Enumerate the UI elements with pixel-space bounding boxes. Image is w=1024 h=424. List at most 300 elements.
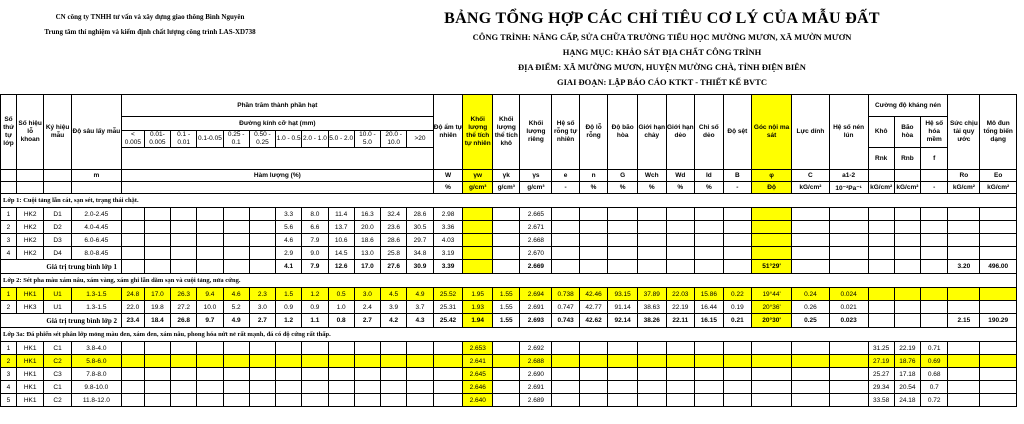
table-cell xyxy=(752,234,792,247)
table-cell xyxy=(463,234,493,247)
bearing-symbol: Ro xyxy=(948,170,980,182)
table-cell xyxy=(980,381,1017,394)
prop-unit: - xyxy=(552,182,579,194)
table-cell xyxy=(328,368,354,381)
table-cell xyxy=(752,247,792,260)
table-cell: 2 xyxy=(1,301,17,314)
table-cell: 2.98 xyxy=(433,208,463,221)
strength-unit: kG/cm² xyxy=(868,182,894,194)
table-cell: 24.8 xyxy=(121,288,144,301)
prop-symbol: Wd xyxy=(666,170,695,182)
table-cell xyxy=(829,247,868,260)
table-cell: 26.3 xyxy=(171,288,197,301)
summary-cell xyxy=(493,260,520,274)
summary-label: Giá trị trung bình lớp 2 xyxy=(1,314,122,328)
prop-unit: % xyxy=(638,182,667,194)
prop-unit: % xyxy=(579,182,608,194)
summary-cell xyxy=(552,260,579,274)
grain-bin-header: < 0.005 xyxy=(121,131,144,148)
table-cell xyxy=(493,355,520,368)
table-row xyxy=(1,247,1017,260)
table-cell xyxy=(493,208,520,221)
table-cell xyxy=(666,234,695,247)
table-cell: 2.653 xyxy=(463,342,493,355)
summary-cell: 496.00 xyxy=(980,260,1017,274)
grain-bin-header: >20 xyxy=(407,131,433,148)
table-cell: 10.6 xyxy=(328,234,354,247)
table-cell xyxy=(579,342,608,355)
table-cell: 0.26 xyxy=(792,301,830,314)
table-cell: 22.19 xyxy=(666,301,695,314)
prop-symbol: γk xyxy=(493,170,520,182)
table-cell xyxy=(249,221,275,234)
table-cell xyxy=(868,301,894,314)
lab-name: Trung tâm thí nghiệm và kiểm định chất lượng công trình LAS-XD738 xyxy=(44,28,256,36)
table-cell xyxy=(608,247,638,260)
table-cell xyxy=(249,247,275,260)
col-hole: Số hiệu lỗ khoan xyxy=(16,95,43,170)
table-cell xyxy=(433,394,463,407)
table-cell xyxy=(249,234,275,247)
table-cell xyxy=(608,368,638,381)
table-cell xyxy=(723,234,752,247)
table-cell xyxy=(608,221,638,234)
table-cell: 2.671 xyxy=(520,221,552,234)
table-cell: 42.46 xyxy=(579,288,608,301)
prop-unit: % xyxy=(608,182,638,194)
table-cell: 9.8-10.0 xyxy=(71,381,121,394)
summary-cell: 1.1 xyxy=(302,314,328,328)
table-cell xyxy=(223,355,249,368)
table-cell: 3 xyxy=(1,368,17,381)
layer-title: Lớp 3a: Đá phiến sét phân lớp mỏng màu đen, xám đen, xám nâu, phong hóa nứt nẻ rất mạnh, đá có độ cứng rất thấp. xyxy=(1,328,1017,342)
table-cell: 3.19 xyxy=(433,247,463,260)
prop-unit: % xyxy=(695,182,724,194)
table-cell: U1 xyxy=(44,301,71,314)
bearing-unit: kG/cm² xyxy=(948,182,980,194)
table-cell xyxy=(752,208,792,221)
summary-cell xyxy=(579,260,608,274)
summary-cell: 23.4 xyxy=(121,314,144,328)
table-cell: 0.021 xyxy=(829,301,868,314)
table-cell: 13.0 xyxy=(354,247,380,260)
table-cell: 2.3 xyxy=(249,288,275,301)
table-body xyxy=(1,95,1017,407)
prop-symbol: e xyxy=(552,170,579,182)
prop-header: Hệ số rỗng tự nhiên xyxy=(552,95,579,170)
prop-unit: % xyxy=(666,182,695,194)
table-cell xyxy=(121,355,144,368)
summary-cell: 190.29 xyxy=(980,314,1017,328)
grain-unit-spacer xyxy=(121,182,433,194)
prop-header: Lực dính xyxy=(792,95,830,170)
table-row xyxy=(1,288,1017,301)
prop-symbol: Wch xyxy=(638,170,667,182)
col-depth: Độ sâu lấy mẫu xyxy=(71,95,121,170)
header-row-1 xyxy=(1,95,1017,117)
table-cell: 13.7 xyxy=(328,221,354,234)
table-cell xyxy=(381,394,407,407)
table-cell xyxy=(829,368,868,381)
table-cell xyxy=(948,301,980,314)
table-cell: 10.0 xyxy=(197,301,223,314)
table-cell xyxy=(723,368,752,381)
table-cell xyxy=(638,381,667,394)
table-cell: 3.0 xyxy=(249,301,275,314)
grain-bin-header: 5.0 - 2.0 xyxy=(328,131,354,148)
table-cell xyxy=(948,381,980,394)
table-cell xyxy=(328,342,354,355)
table-cell xyxy=(493,221,520,234)
table-cell xyxy=(171,368,197,381)
table-cell: D1 xyxy=(44,208,71,221)
table-cell: HK2 xyxy=(16,208,43,221)
grain-bin-header: 20.0 - 10.0 xyxy=(381,131,407,148)
table-cell: 8.0 xyxy=(302,208,328,221)
table-cell: C3 xyxy=(44,368,71,381)
prop-header: Độ ẩm tự nhiên xyxy=(433,95,463,170)
table-cell xyxy=(695,368,724,381)
prop-header: Khối lượng riêng xyxy=(520,95,552,170)
table-cell xyxy=(354,381,380,394)
table-cell xyxy=(752,221,792,234)
summary-cell xyxy=(608,260,638,274)
table-cell xyxy=(223,208,249,221)
table-cell: 2.691 xyxy=(520,381,552,394)
table-cell xyxy=(921,288,948,301)
summary-cell xyxy=(792,260,830,274)
table-cell: 2.688 xyxy=(520,355,552,368)
table-cell xyxy=(894,221,920,234)
table-cell xyxy=(980,234,1017,247)
table-cell: 2.670 xyxy=(520,247,552,260)
table-cell: C2 xyxy=(44,355,71,368)
table-cell: 16.44 xyxy=(695,301,724,314)
table-cell: HK1 xyxy=(16,288,43,301)
table-cell: 0.69 xyxy=(921,355,948,368)
table-cell: 23.6 xyxy=(381,221,407,234)
table-cell: 1.5 xyxy=(276,288,302,301)
table-cell: 2.689 xyxy=(520,394,552,407)
item-line: HẠNG MỤC: KHẢO SÁT ĐỊA CHẤT CÔNG TRÌNH xyxy=(562,47,762,57)
table-cell xyxy=(144,342,170,355)
table-cell xyxy=(921,234,948,247)
table-cell xyxy=(552,234,579,247)
table-cell xyxy=(433,368,463,381)
summary-cell: 2.15 xyxy=(948,314,980,328)
summary-cell: 7.9 xyxy=(302,260,328,274)
table-row xyxy=(1,234,1017,247)
table-cell xyxy=(197,381,223,394)
summary-cell: 0.25 xyxy=(792,314,830,328)
table-cell xyxy=(868,288,894,301)
summary-cell: 0.023 xyxy=(829,314,868,328)
table-cell: 0.5 xyxy=(328,288,354,301)
table-cell xyxy=(144,368,170,381)
table-cell: 29.7 xyxy=(407,234,433,247)
table-cell xyxy=(552,247,579,260)
table-cell: D4 xyxy=(44,247,71,260)
table-cell xyxy=(921,208,948,221)
table-cell xyxy=(463,221,493,234)
summary-cell: 22.11 xyxy=(666,314,695,328)
table-cell xyxy=(948,247,980,260)
table-cell xyxy=(552,381,579,394)
summary-cell: 18.4 xyxy=(144,314,170,328)
prop-header: Giới hạn dẻo xyxy=(666,95,695,170)
table-cell: 1.55 xyxy=(493,301,520,314)
table-cell xyxy=(276,368,302,381)
table-cell xyxy=(638,221,667,234)
table-cell: HK3 xyxy=(16,301,43,314)
table-cell: 19°44' xyxy=(752,288,792,301)
table-cell xyxy=(463,247,493,260)
report-header xyxy=(300,8,1024,90)
strength-unit: - xyxy=(921,182,948,194)
summary-cell: 26.8 xyxy=(171,314,197,328)
table-cell: 1.95 xyxy=(463,288,493,301)
table-cell xyxy=(980,208,1017,221)
prop-unit: g/cm³ xyxy=(463,182,493,194)
grain-bin-header: 2.0 - 1.0 xyxy=(302,131,328,148)
table-cell xyxy=(171,208,197,221)
prop-symbol: B xyxy=(723,170,752,182)
summary-cell: 2.669 xyxy=(520,260,552,274)
project-line: CÔNG TRÌNH: NÂNG CẤP, SỬA CHỮA TRƯỜNG TIỂU HỌC MƯỜNG MƯƠN, XÃ MƯỜN MƯƠN xyxy=(472,32,852,42)
table-cell xyxy=(276,381,302,394)
table-cell xyxy=(894,247,920,260)
strength-soft-header: Hệ số hóa mềm xyxy=(921,117,948,148)
table-cell xyxy=(829,381,868,394)
table-cell xyxy=(608,342,638,355)
table-cell: 34.8 xyxy=(407,247,433,260)
table-cell: 1.3-1.5 xyxy=(71,288,121,301)
table-cell xyxy=(980,247,1017,260)
table-cell: 24.18 xyxy=(894,394,920,407)
strength-unit: kG/cm² xyxy=(894,182,920,194)
table-cell: 38.63 xyxy=(638,301,667,314)
table-cell xyxy=(171,381,197,394)
table-cell xyxy=(328,381,354,394)
table-cell xyxy=(552,221,579,234)
table-cell xyxy=(433,355,463,368)
table-cell xyxy=(354,355,380,368)
prop-symbol: a1-2 xyxy=(829,170,868,182)
prop-unit: g/cm³ xyxy=(520,182,552,194)
table-cell: 0.9 xyxy=(276,301,302,314)
strength-sym: Rnk xyxy=(868,148,894,170)
table-cell: 6.0-6.45 xyxy=(71,234,121,247)
table-cell xyxy=(638,234,667,247)
grain-bin-header: 0.1 - 0.01 xyxy=(171,131,197,148)
table-cell xyxy=(792,342,830,355)
table-cell xyxy=(197,221,223,234)
table-row xyxy=(1,381,1017,394)
summary-cell: 4.9 xyxy=(223,314,249,328)
table-cell xyxy=(407,342,433,355)
table-cell xyxy=(552,394,579,407)
table-cell xyxy=(381,381,407,394)
col-stt: Số thứ tự lớp xyxy=(1,95,17,170)
table-cell: 3.7 xyxy=(407,301,433,314)
table-cell: 2.694 xyxy=(520,288,552,301)
table-cell: 8.0-8.45 xyxy=(71,247,121,260)
table-cell xyxy=(638,394,667,407)
table-cell: 0.71 xyxy=(921,342,948,355)
table-cell xyxy=(493,247,520,260)
table-cell xyxy=(723,208,752,221)
table-cell xyxy=(980,221,1017,234)
table-cell xyxy=(171,221,197,234)
table-cell xyxy=(608,381,638,394)
table-cell xyxy=(829,221,868,234)
table-cell xyxy=(921,247,948,260)
table-cell xyxy=(752,355,792,368)
table-cell xyxy=(723,342,752,355)
table-cell xyxy=(249,394,275,407)
table-cell xyxy=(381,355,407,368)
table-cell: 0.747 xyxy=(552,301,579,314)
table-cell xyxy=(638,342,667,355)
summary-cell xyxy=(666,260,695,274)
table-cell xyxy=(980,355,1017,368)
table-cell xyxy=(144,208,170,221)
table-cell xyxy=(223,342,249,355)
unit-cell xyxy=(44,182,71,194)
table-cell xyxy=(121,368,144,381)
summary-cell: 25.42 xyxy=(433,314,463,328)
table-cell: 0.68 xyxy=(921,368,948,381)
table-cell xyxy=(433,342,463,355)
table-cell xyxy=(249,355,275,368)
prop-header: Giới hạn chảy xyxy=(638,95,667,170)
table-cell: 25.52 xyxy=(433,288,463,301)
grain-group-header: Phần trăm thành phần hạt xyxy=(121,95,433,117)
table-cell: 1 xyxy=(1,288,17,301)
table-cell: 5 xyxy=(1,394,17,407)
table-cell xyxy=(223,221,249,234)
table-cell xyxy=(723,247,752,260)
table-cell: HK1 xyxy=(16,342,43,355)
prop-unit: 10⁻²Pa⁻¹ xyxy=(829,182,868,194)
summary-cell: 0.743 xyxy=(552,314,579,328)
summary-cell: 30.9 xyxy=(407,260,433,274)
table-cell: 4.6 xyxy=(276,234,302,247)
summary-cell: 27.6 xyxy=(381,260,407,274)
prop-header: Độ bão hòa xyxy=(608,95,638,170)
bearing-header: Sức chịu tải quy ước xyxy=(948,95,980,170)
summary-cell: 51°29' xyxy=(752,260,792,274)
layer-title-row xyxy=(1,328,1017,342)
table-cell xyxy=(579,221,608,234)
table-cell xyxy=(197,394,223,407)
table-cell: 2.9 xyxy=(276,247,302,260)
table-cell: 91.14 xyxy=(608,301,638,314)
table-cell: 1 xyxy=(1,208,17,221)
table-cell xyxy=(948,394,980,407)
table-cell: 1.0 xyxy=(328,301,354,314)
summary-cell xyxy=(249,260,275,274)
table-cell xyxy=(579,381,608,394)
summary-cell: 2.7 xyxy=(249,314,275,328)
strength-dry-header: Khô xyxy=(868,117,894,148)
prop-header: Góc nội ma sát xyxy=(752,95,792,170)
table-cell xyxy=(171,247,197,260)
table-cell xyxy=(752,342,792,355)
table-cell xyxy=(723,355,752,368)
table-cell: 14.5 xyxy=(328,247,354,260)
table-cell xyxy=(868,234,894,247)
table-cell: U1 xyxy=(44,288,71,301)
table-cell xyxy=(695,221,724,234)
summary-cell xyxy=(197,260,223,274)
summary-cell: 42.62 xyxy=(579,314,608,328)
table-cell: HK1 xyxy=(16,355,43,368)
strength-sym: Rnb xyxy=(894,148,920,170)
table-cell xyxy=(144,221,170,234)
table-cell: 0.024 xyxy=(829,288,868,301)
table-cell xyxy=(121,394,144,407)
summary-cell: 1.94 xyxy=(463,314,493,328)
prop-header: Khối lượng thể tích khô xyxy=(493,95,520,170)
table-cell: HK2 xyxy=(16,247,43,260)
unit-row xyxy=(1,182,1017,194)
table-cell xyxy=(223,394,249,407)
table-cell xyxy=(121,221,144,234)
table-cell: C1 xyxy=(44,381,71,394)
table-cell: 11.4 xyxy=(328,208,354,221)
table-cell: 1.3-1.5 xyxy=(71,301,121,314)
grain-bin-header: 0.25 - 0.1 xyxy=(223,131,249,148)
location-line: ĐỊA ĐIỂM: XÃ MƯỜNG MƯƠN, HUYỆN MƯỜNG CHÀ, TỈNH ĐIỆN BIÊN xyxy=(518,62,806,72)
table-cell xyxy=(638,355,667,368)
table-cell xyxy=(752,394,792,407)
summary-cell: 92.14 xyxy=(608,314,638,328)
table-row xyxy=(1,342,1017,355)
summary-cell xyxy=(921,260,948,274)
strength-symbol xyxy=(894,170,920,182)
strength-sat-header: Bão hòa xyxy=(894,117,920,148)
table-cell xyxy=(948,342,980,355)
summary-cell: 3.39 xyxy=(433,260,463,274)
table-row xyxy=(1,394,1017,407)
prop-header: Hệ số nén lún xyxy=(829,95,868,170)
table-cell: 4 xyxy=(1,247,17,260)
table-cell: 9.0 xyxy=(302,247,328,260)
summary-cell xyxy=(868,314,894,328)
table-cell xyxy=(197,234,223,247)
table-cell xyxy=(171,394,197,407)
table-cell xyxy=(980,342,1017,355)
table-cell: 3.0 xyxy=(354,288,380,301)
table-cell: 5.2 xyxy=(223,301,249,314)
table-cell xyxy=(666,381,695,394)
table-cell: D3 xyxy=(44,234,71,247)
table-cell xyxy=(407,381,433,394)
symbol-cell xyxy=(1,170,17,182)
table-cell xyxy=(752,381,792,394)
summary-cell xyxy=(144,260,170,274)
prop-symbol: G xyxy=(608,170,638,182)
table-cell xyxy=(948,234,980,247)
table-cell xyxy=(197,208,223,221)
table-cell: 30.5 xyxy=(407,221,433,234)
table-cell: 22.03 xyxy=(666,288,695,301)
table-row xyxy=(1,301,1017,314)
table-cell: HK1 xyxy=(16,394,43,407)
summary-cell xyxy=(121,260,144,274)
table-cell xyxy=(171,234,197,247)
